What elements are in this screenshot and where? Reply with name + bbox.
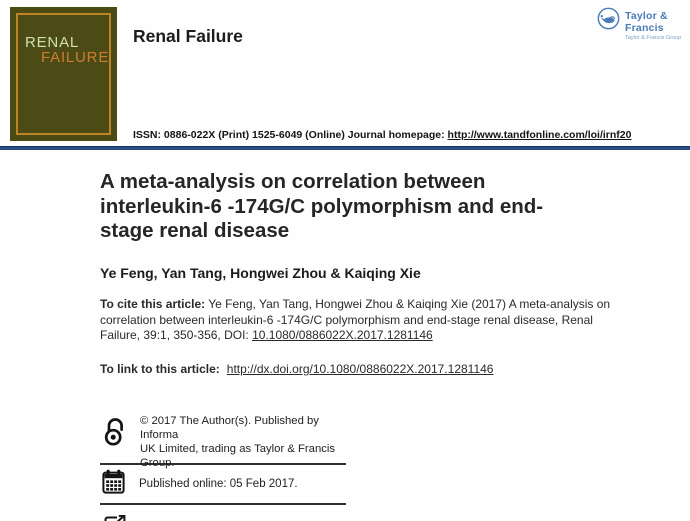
- article-url-link[interactable]: http://dx.doi.org/10.1080/0886022X.2017.1281146: [226, 362, 494, 376]
- logo-wordmark: Taylor & Francis: [625, 10, 668, 34]
- article-title: [100, 170, 543, 244]
- open-access-icon: [103, 417, 128, 463]
- copyright-line-1: © 2017 The Author(s). Published by Informa: [140, 415, 319, 441]
- citation-paragraph: [100, 297, 614, 344]
- copyright-row: [100, 411, 346, 469]
- logo-group-subtext: Taylor & Francis Group: [625, 35, 682, 41]
- header-divider-rule: [0, 146, 690, 150]
- journal-cover-title-failure: FAILURE: [41, 49, 110, 66]
- journal-cover-title-renal: RENAL: [25, 34, 80, 51]
- doi-link[interactable]: 10.1080/0886022X.2017.1281146: [252, 328, 433, 343]
- journal-homepage-link[interactable]: http://www.tandfonline.com/loi/irnf20: [447, 129, 632, 141]
- link-label: To link to this article:: [100, 362, 220, 376]
- article-title-line-1: A meta-analysis on correlation between: [100, 170, 486, 193]
- published-online-text: Published online: 05 Feb 2017.: [139, 478, 298, 490]
- journal-name: Renal Failure: [133, 26, 243, 46]
- article-title-line-3: stage renal disease: [100, 219, 290, 242]
- link-paragraph: [100, 362, 493, 376]
- article-title-line-2: interleukin-6 -174G/C polymorphism and end-: [100, 194, 544, 218]
- copyright-line-2: UK Limited, trading as Taylor & Francis: [140, 442, 336, 455]
- article-authors: Ye Feng, Yan Tang, Hongwei Zhou & Kaiqing Xie: [100, 265, 421, 281]
- submit-row-partial: [100, 505, 346, 521]
- lamp-icon: [597, 7, 620, 35]
- journal-cover-image: [10, 7, 117, 141]
- submit-article-icon: [104, 515, 126, 521]
- calendar-icon: [102, 469, 125, 499]
- copyright-text: [140, 415, 346, 469]
- taylor-francis-logo-text: [625, 7, 690, 41]
- cite-label: To cite this article:: [100, 297, 206, 311]
- published-row: [100, 465, 346, 505]
- issn-text: ISSN: 0886-022X (Print) 1525-6049 (Online) Journal homepage:: [133, 129, 448, 141]
- taylor-francis-logo: [597, 7, 690, 41]
- copyright-line-3: Group.: [140, 456, 175, 469]
- issn-homepage-line: [133, 129, 631, 141]
- cite-body-text: Ye Feng, Yan Tang, Hongwei Zhou & Kaiqing Xie (2017) A meta-analysis on correlation between interleukin-6 -174G/C polymorphism and end-stage renal disease, Renal Failure, 39:1, 350-356, DOI:: [100, 297, 611, 343]
- journal-cover-border: [16, 13, 111, 135]
